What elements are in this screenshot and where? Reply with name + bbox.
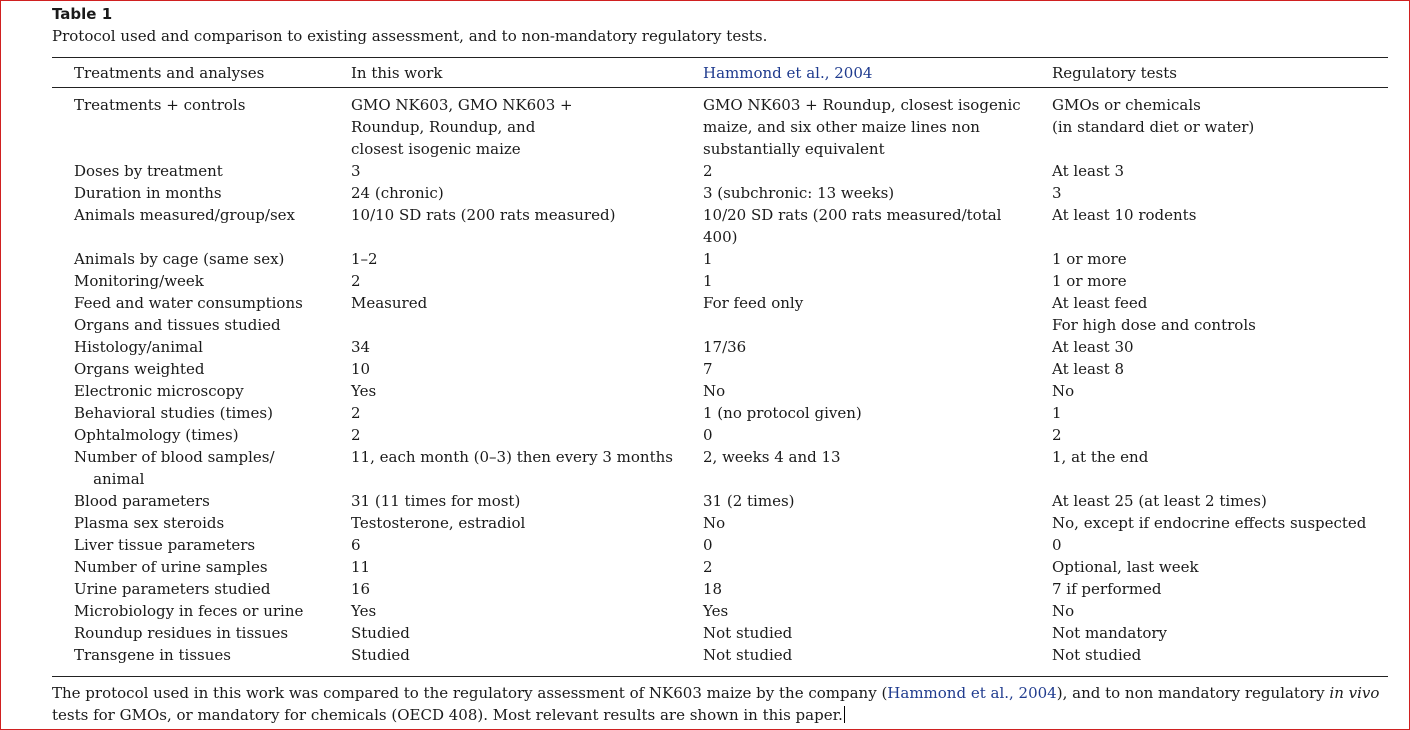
table-cell-this-work: 2 — [351, 426, 361, 444]
table-cell-regulatory: 1 or more — [1052, 250, 1127, 268]
table-cell-this-work: 11, each month (0–3) then every 3 months — [351, 448, 673, 466]
table-cell-this-work: Testosterone, estradiol — [351, 514, 526, 532]
footnote-text-1: The protocol used in this work was compared to the regulatory assessment of NK603 maize by the company ( — [52, 684, 888, 702]
table-cell-hammond: 17/36 — [703, 338, 747, 356]
text-cursor — [844, 706, 845, 723]
table-cell-this-work: 6 — [351, 536, 361, 554]
header-this-work: In this work — [351, 64, 443, 82]
table-cell-hammond: 2 — [703, 162, 713, 180]
table-cell-treatment: Microbiology in feces or urine — [74, 602, 304, 620]
table-cell-hammond: 0 — [703, 426, 713, 444]
table-cell-treatment: Treatments + controls — [74, 96, 246, 114]
table-cell-this-work: 11 — [351, 558, 371, 576]
table-cell-this-work: 31 (11 times for most) — [351, 492, 521, 510]
table-cell-regulatory: No — [1052, 602, 1075, 620]
table-cell-this-work: Measured — [351, 294, 428, 312]
footnote-italic: in vivo — [1329, 684, 1380, 702]
table-cell-regulatory: For high dose and controls — [1052, 316, 1256, 334]
table-cell-treatment: Doses by treatment — [74, 162, 223, 180]
table-cell-hammond: For feed only — [703, 294, 804, 312]
table-cell-treatment: Urine parameters studied — [74, 580, 271, 598]
table-cell-regulatory: 7 if performed — [1052, 580, 1162, 598]
table-cell-hammond: 2 — [703, 558, 713, 576]
table-cell-regulatory: At least 25 (at least 2 times) — [1052, 492, 1267, 510]
table-cell-hammond: 2, weeks 4 and 13 — [703, 448, 841, 466]
table-cell-regulatory: At least 3 — [1052, 162, 1125, 180]
table-cell-regulatory: No — [1052, 382, 1075, 400]
table-footnote — [52, 682, 1392, 726]
table-cell-hammond: GMO NK603 + Roundup, closest isogenic maize, and six other maize lines non substantially equivalent — [703, 96, 1021, 158]
table-cell-treatment: Behavioral studies (times) — [74, 404, 273, 422]
table-cell-regulatory: 2 — [1052, 426, 1062, 444]
table-cell-treatment: Histology/animal — [74, 338, 203, 356]
table-cell-this-work: Yes — [351, 382, 377, 400]
table-label: Table 1 — [52, 5, 113, 23]
table-cell-treatment: Feed and water consumptions — [74, 294, 303, 312]
top-rule — [52, 57, 1388, 58]
table-cell-hammond: No — [703, 382, 726, 400]
table-cell-this-work: 16 — [351, 580, 371, 598]
table-cell-treatment: Number of blood samples/ animal — [74, 448, 275, 488]
table-cell-treatment: Animals measured/group/sex — [74, 206, 295, 224]
header-regulatory: Regulatory tests — [1052, 64, 1177, 82]
table-cell-hammond: 10/20 SD rats (200 rats measured/total 400) — [703, 206, 1002, 246]
table-cell-treatment: Plasma sex steroids — [74, 514, 225, 532]
table-cell-hammond: Yes — [703, 602, 729, 620]
table-cell-treatment: Roundup residues in tissues — [74, 624, 289, 642]
table-cell-this-work: Studied — [351, 624, 410, 642]
table-cell-hammond: 7 — [703, 360, 713, 378]
table-cell-hammond: 18 — [703, 580, 723, 598]
table-cell-this-work: 2 — [351, 404, 361, 422]
table-caption: Protocol used and comparison to existing assessment, and to non-mandatory regulatory tests. — [52, 27, 768, 45]
table-cell-hammond: 1 (no protocol given) — [703, 404, 862, 422]
table-cell-hammond: 1 — [703, 250, 713, 268]
bottom-rule — [52, 676, 1388, 677]
table-cell-regulatory: 1, at the end — [1052, 448, 1149, 466]
table-cell-regulatory: 1 or more — [1052, 272, 1127, 290]
table-cell-hammond: Not studied — [703, 624, 793, 642]
table-cell-regulatory: At least 10 rodents — [1052, 206, 1197, 224]
table-cell-treatment: Blood parameters — [74, 492, 210, 510]
header-treatments: Treatments and analyses — [74, 64, 265, 82]
table-cell-hammond: Not studied — [703, 646, 793, 664]
table-cell-regulatory: Not mandatory — [1052, 624, 1168, 642]
table-cell-regulatory: Not studied — [1052, 646, 1142, 664]
table-cell-regulatory: No, except if endocrine effects suspected — [1052, 514, 1367, 532]
table-cell-treatment: Electronic microscopy — [74, 382, 244, 400]
table-cell-this-work: 3 — [351, 162, 361, 180]
table-cell-this-work: 10/10 SD rats (200 rats measured) — [351, 206, 616, 224]
table-cell-this-work: 1–2 — [351, 250, 378, 268]
table-cell-regulatory: 3 — [1052, 184, 1062, 202]
table-cell-regulatory: At least feed — [1052, 294, 1148, 312]
table-cell-hammond: 31 (2 times) — [703, 492, 795, 510]
footnote-text-3: tests for GMOs, or mandatory for chemicals (OECD 408). Most relevant results are shown in this paper. — [52, 706, 843, 724]
table-cell-treatment: Liver tissue parameters — [74, 536, 256, 554]
footnote-text-2: ), and to non mandatory regulatory — [1056, 684, 1330, 702]
table-cell-hammond: 1 — [703, 272, 713, 290]
table-cell-hammond: 3 (subchronic: 13 weeks) — [703, 184, 895, 202]
table-cell-hammond: No — [703, 514, 726, 532]
table-cell-treatment: Number of urine samples — [74, 558, 268, 576]
header-hammond-link[interactable]: Hammond et al., 2004 — [703, 64, 873, 82]
table-cell-treatment: Monitoring/week — [74, 272, 204, 290]
table-cell-treatment: Duration in months — [74, 184, 222, 202]
footnote-hammond-link[interactable]: Hammond et al., 2004 — [887, 684, 1057, 702]
table-cell-treatment: Animals by cage (same sex) — [74, 250, 285, 268]
table-cell-regulatory: GMOs or chemicals (in standard diet or water) — [1052, 96, 1255, 136]
table-cell-this-work: Yes — [351, 602, 377, 620]
table-cell-regulatory: At least 30 — [1052, 338, 1134, 356]
header-rule — [52, 87, 1388, 88]
table-cell-regulatory: 1 — [1052, 404, 1062, 422]
table-cell-this-work: 2 — [351, 272, 361, 290]
table-cell-regulatory: 0 — [1052, 536, 1062, 554]
table-cell-this-work: 10 — [351, 360, 371, 378]
table-cell-treatment: Organs weighted — [74, 360, 205, 378]
table-cell-this-work: GMO NK603, GMO NK603 + Roundup, Roundup, and closest isogenic maize — [351, 96, 573, 158]
table-cell-treatment: Organs and tissues studied — [74, 316, 281, 334]
table-cell-this-work: Studied — [351, 646, 410, 664]
table-cell-hammond: 0 — [703, 536, 713, 554]
table-cell-this-work: 24 (chronic) — [351, 184, 444, 202]
table-cell-treatment: Ophtalmology (times) — [74, 426, 239, 444]
table-cell-this-work: 34 — [351, 338, 371, 356]
table-cell-regulatory: Optional, last week — [1052, 558, 1199, 576]
table-cell-regulatory: At least 8 — [1052, 360, 1125, 378]
table-cell-treatment: Transgene in tissues — [74, 646, 231, 664]
